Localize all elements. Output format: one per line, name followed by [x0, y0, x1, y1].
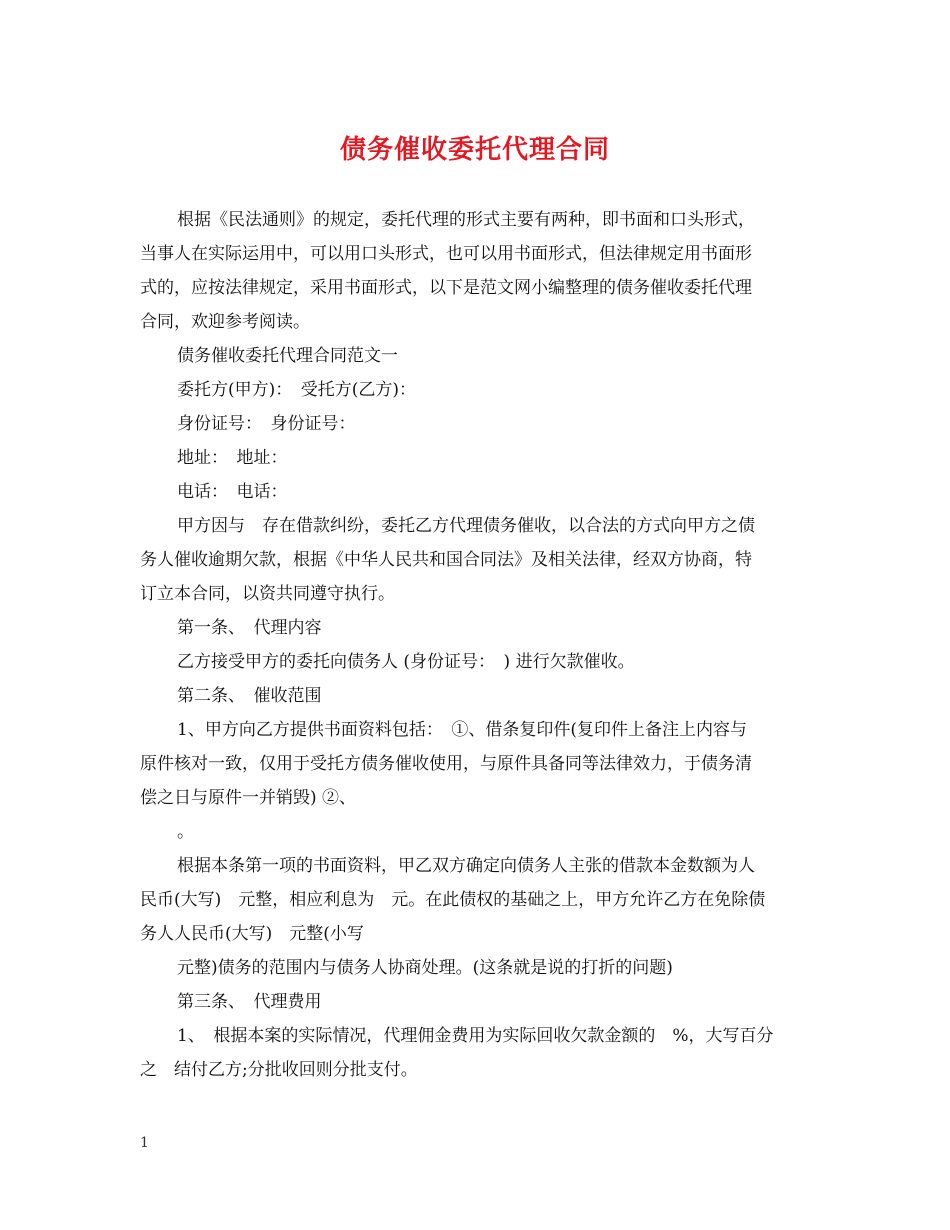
paragraph-line: 。 [177, 822, 194, 842]
paragraph-line: 原件核对一致，仅用于受托方债务催收使用，与原件具备同等法律效力，于债务清 [140, 754, 752, 774]
paragraph-line: 合同，欢迎参考阅读。 [140, 312, 310, 332]
paragraph-line: 式的，应按法律规定，采用书面形式，以下是范文网小编整理的债务催收委托代理 [140, 278, 752, 298]
document-body [140, 203, 816, 1087]
id-line: 身份证号： 身份证号： [177, 414, 356, 434]
paragraph-line: 当事人在实际运用中，可以用口头形式，也可以用书面形式，但法律规定用书面形 [140, 244, 752, 264]
paragraph-line: 1、 根据本案的实际情况，代理佣金费用为实际回收欠款金额的 %，大写百分 [177, 1026, 774, 1046]
article-heading: 第二条、 催收范围 [177, 686, 322, 706]
paragraph-line: 订立本合同，以资共同遵守执行。 [140, 584, 395, 604]
paragraph-line: 之 结付乙方;分批收回则分批支付。 [140, 1060, 418, 1080]
paragraph-line: 乙方接受甲方的委托向债务人 (身份证号： ) 进行欠款催收。 [177, 652, 635, 672]
paragraph-line: 偿之日与原件一并销毁) ②、 [140, 788, 357, 808]
paragraph-line: 民币(大写) 元整，相应利息为 元。在此债权的基础之上，甲方允许乙方在免除债 [140, 890, 766, 910]
article-heading: 第一条、 代理内容 [177, 618, 322, 638]
document-title: 债务催收委托代理合同 [339, 135, 610, 165]
paragraph-line: 根据本条第一项的书面资料，甲乙双方确定向债务人主张的借款本金数额为人 [177, 856, 755, 876]
phone-line: 电话： 电话： [177, 482, 288, 502]
paragraph-line: 务人人民币(大写) 元整(小写 [140, 924, 364, 944]
section-heading: 债务催收委托代理合同范文一 [177, 346, 398, 366]
article-heading: 第三条、 代理费用 [177, 992, 322, 1012]
paragraph-line: 1、甲方向乙方提供书面资料包括： ①、借条复印件(复印件上备注上内容与 [177, 720, 747, 740]
paragraph-line: 甲方因与 存在借款纠纷，委托乙方代理债务催收，以合法的方式向甲方之债 [177, 516, 755, 536]
address-line: 地址： 地址： [177, 448, 288, 468]
party-line: 委托方(甲方)： 受托方(乙方)： [177, 380, 417, 400]
paragraph-line: 根据《民法通则》的规定，委托代理的形式主要有两种，即书面和口头形式， [177, 210, 755, 230]
page-number: 1 [140, 1135, 149, 1151]
paragraph-line: 务人催收逾期欠款，根据《中华人民共和国合同法》及相关法律，经双方协商，特 [140, 550, 752, 570]
paragraph-line: 元整)债务的范围内与债务人协商处理。(这条就是说的打折的问题) [177, 958, 673, 978]
